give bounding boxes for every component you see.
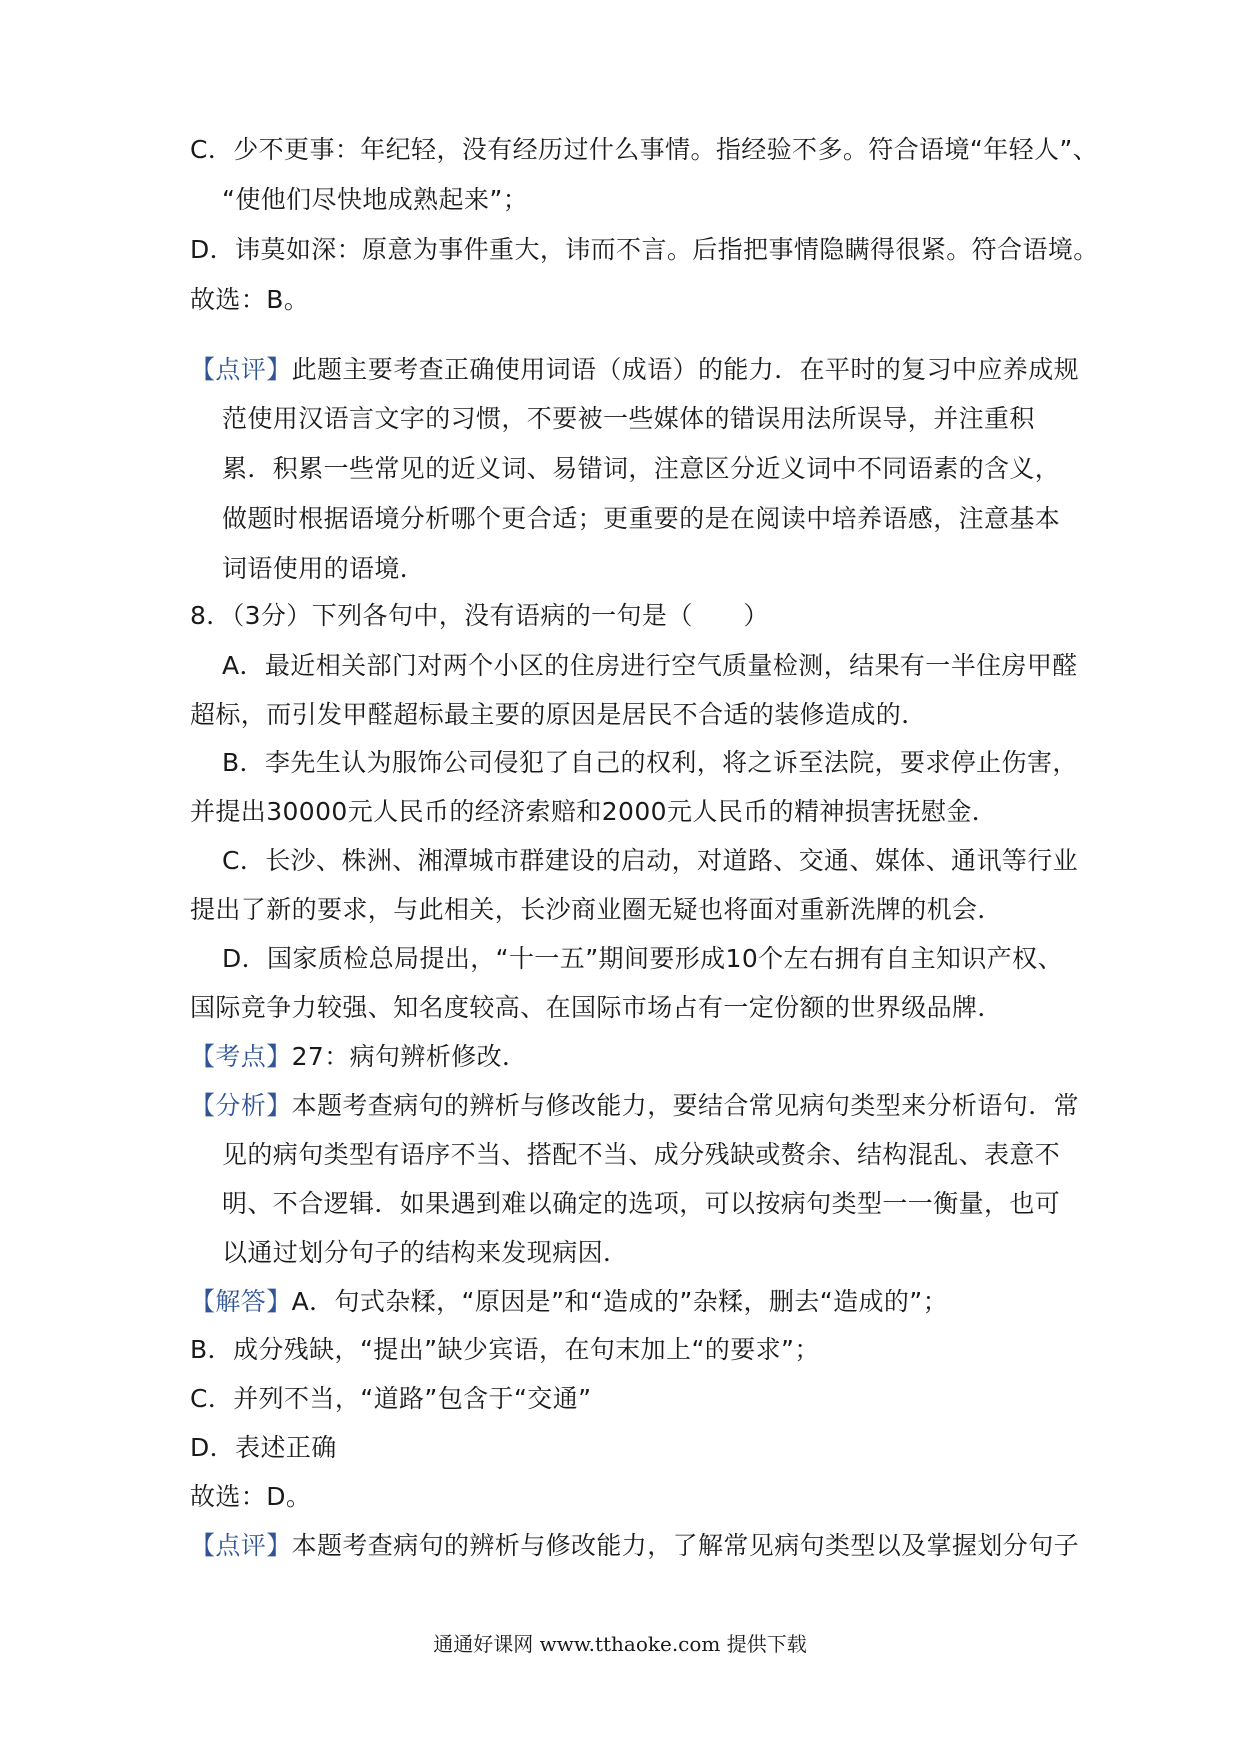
text-line xyxy=(222,187,528,212)
text-line xyxy=(222,1142,1060,1167)
line-text: 并提出30000元人民币的经济索赔和2000元人民币的精神损害抚慰金． xyxy=(190,797,998,826)
text-line xyxy=(190,237,1099,262)
line-text: 词语使用的语境． xyxy=(222,554,426,583)
section-tag: 【分析】 xyxy=(190,1091,292,1120)
line-text: 以通过划分句子的结构来发现病因． xyxy=(222,1238,629,1267)
line-text: 累．积累一些常见的近义词、易错词，注意区分近义词中不同语素的含义， xyxy=(222,454,1061,483)
text-line xyxy=(190,1044,527,1069)
text-line xyxy=(222,750,1078,775)
section-tag: 【点评】 xyxy=(190,355,292,384)
line-text: 提出了新的要求，与此相关，长沙商业圈无疑也将面对重新洗牌的机会． xyxy=(190,895,1003,924)
page-footer: 通通好课网 www.tthaoke.com 提供下载 xyxy=(433,1632,807,1656)
section-tag: 【考点】 xyxy=(190,1042,292,1071)
line-text: D．表述正确 xyxy=(190,1433,337,1462)
text-line xyxy=(222,653,1078,678)
text-line xyxy=(222,848,1078,873)
line-text: 见的病句类型有语序不当、搭配不当、成分残缺或赘余、结构混乱、表意不 xyxy=(222,1140,1061,1169)
line-text: 做题时根据语境分析哪个更合适；更重要的是在阅读中培养语感，注意基本 xyxy=(222,504,1061,533)
line-text: 国际竞争力较强、知名度较高、在国际市场占有一定份额的世界级品牌． xyxy=(190,993,1003,1022)
line-text: 故选：B。 xyxy=(190,285,310,314)
line-text: 8．（3分）下列各句中，没有语病的一句是（ ） xyxy=(190,601,769,630)
text-line xyxy=(222,406,1035,431)
text-line xyxy=(190,1533,1079,1558)
line-text: 此题主要考查正确使用词语（成语）的能力．在平时的复习中应养成规 xyxy=(291,355,1080,384)
text-line xyxy=(190,702,927,727)
line-text: D．国家质检总局提出，“十一五”期间要形成10个左右拥有自主知识产权、 xyxy=(222,944,1063,973)
text-line xyxy=(190,799,997,824)
line-text: B．成分残缺，“提出”缺少宾语，在句末加上“的要求”； xyxy=(190,1335,820,1364)
text-line xyxy=(190,1093,1079,1118)
text-line xyxy=(190,995,1003,1020)
text-line xyxy=(222,1191,1060,1216)
text-line xyxy=(190,897,1003,922)
line-text: C．少不更事：年纪轻，没有经历过什么事情。指经验不多。符合语境“年轻人”、 xyxy=(190,135,1099,164)
line-text: B．李先生认为服饰公司侵犯了自己的权利，将之诉至法院，要求停止伤害， xyxy=(222,748,1078,777)
text-line xyxy=(190,603,769,628)
text-line xyxy=(190,357,1079,382)
text-line xyxy=(190,287,309,312)
line-text: 超标，而引发甲醛超标最主要的原因是居民不合适的装修造成的． xyxy=(190,700,927,729)
text-line xyxy=(222,946,1063,971)
text-line xyxy=(222,506,1060,531)
text-line xyxy=(190,1386,591,1411)
text-line xyxy=(190,1484,311,1509)
text-line xyxy=(190,1337,820,1362)
line-text: A．最近相关部门对两个小区的住房进行空气质量检测，结果有一半住房甲醛 xyxy=(222,651,1078,680)
line-text: 明、不合逻辑．如果遇到难以确定的选项，可以按病句类型一一衡量，也可 xyxy=(222,1189,1061,1218)
line-text: C．长沙、株洲、湘潭城市群建设的启动，对道路、交通、媒体、通讯等行业 xyxy=(222,846,1079,875)
text-line xyxy=(222,1240,628,1265)
line-text: 本题考查病句的辨析与修改能力，了解常见病句类型以及掌握划分句子 xyxy=(291,1531,1080,1560)
section-tag: 【点评】 xyxy=(190,1531,292,1560)
text-line xyxy=(190,1435,337,1460)
line-text: A．句式杂糅，“原因是”和“造成的”杂糅，删去“造成的”； xyxy=(291,1287,949,1316)
text-line xyxy=(222,456,1060,481)
line-text: 故选：D。 xyxy=(190,1482,312,1511)
line-text: 本题考查病句的辨析与修改能力，要结合常见病句类型来分析语句．常 xyxy=(291,1091,1080,1120)
text-line xyxy=(190,137,1098,162)
section-tag: 【解答】 xyxy=(190,1287,292,1316)
line-text: D．讳莫如深：原意为事件重大，讳而不言。后指把事情隐瞒得很紧。符合语境。 xyxy=(190,235,1099,264)
line-text: 27：病句辨析修改． xyxy=(291,1042,528,1071)
text-line xyxy=(190,1289,948,1314)
line-text: C．并列不当，“道路”包含于“交通” xyxy=(190,1384,592,1413)
text-line xyxy=(222,556,425,581)
line-text: “使他们尽快地成熟起来”； xyxy=(222,185,529,214)
line-text: 范使用汉语言文字的习惯，不要被一些媒体的错误用法所误导，并注重积 xyxy=(222,404,1035,433)
